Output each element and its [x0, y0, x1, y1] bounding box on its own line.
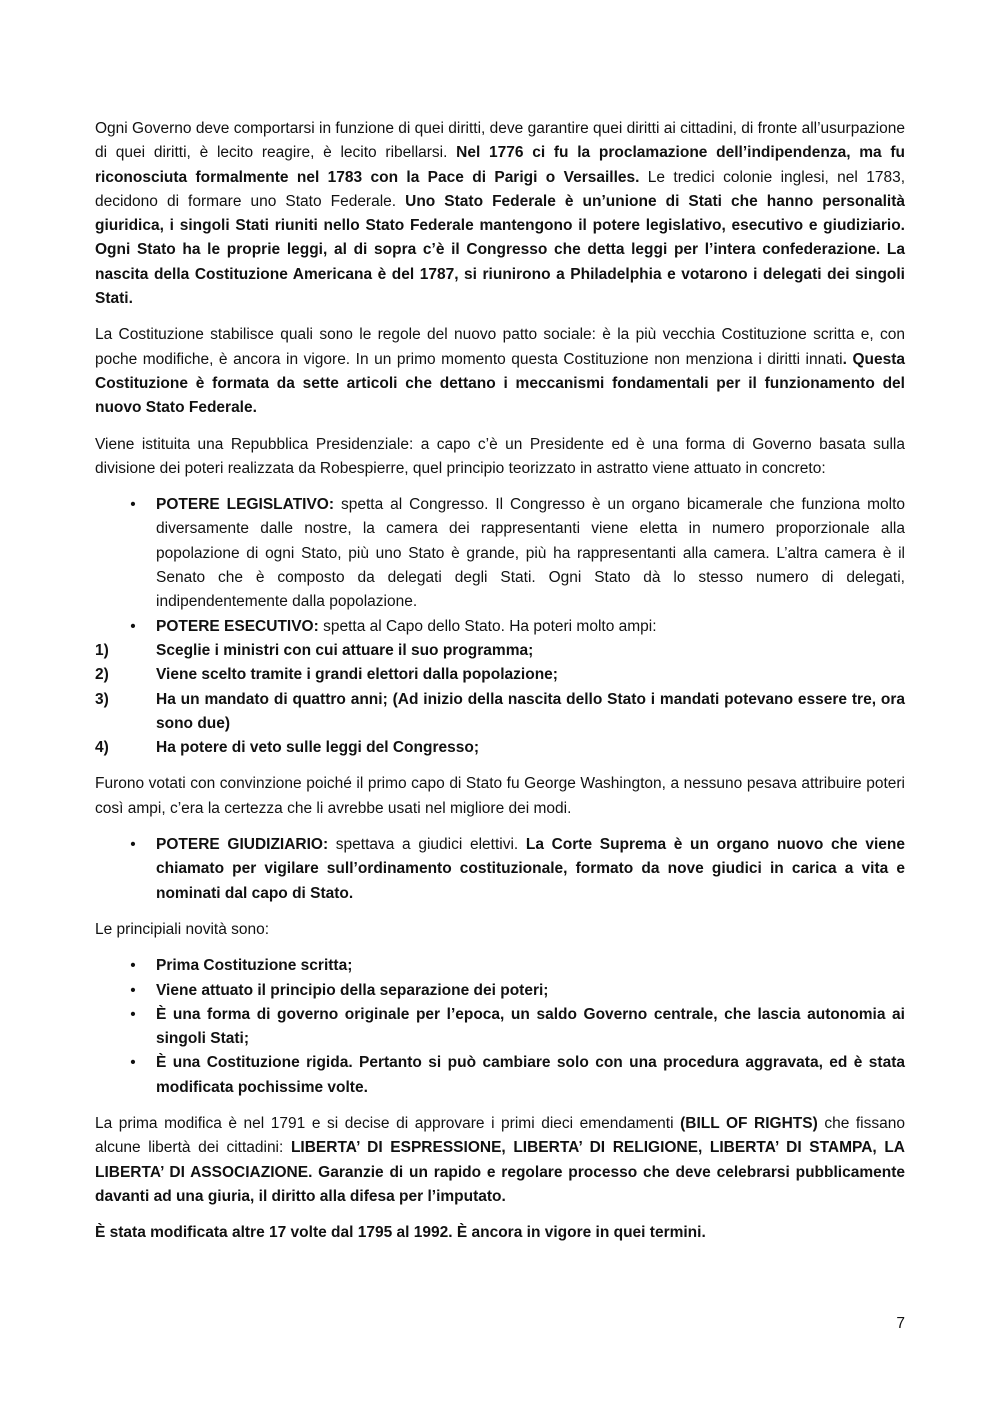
list-item [95, 1003, 905, 1052]
bullet-icon: • [130, 1005, 136, 1023]
numbered-item [95, 639, 905, 663]
bullet-icon: • [130, 836, 136, 854]
novita-list [95, 954, 905, 1100]
item-text: È una forma di governo originale per l’epoca, un saldo Governo centrale, che lascia autonomia ai singoli Stati; [156, 1005, 905, 1048]
item-number: 4) [95, 739, 109, 757]
numbered-item [95, 663, 905, 687]
bold-run: Uno Stato Federale è un’unione di Stati che hanno personalità giuridica, i singoli Stati riuniti nello Stato Federale mantengono il potere legislativo, esecutivo e giudiziario. Ogni Stato ha le proprie leggi, al di sopra c’è il Congresso che detta leggi per l’intera confederazione. La nascita della Costituzione Americana è del 1787, si riunirono a Philadelphia e votarono i delegati dei singoli Stati. [95, 192, 905, 308]
power-text: spetta al Congresso. Il Congresso è un organo bicamerale che funziona molto diversamente dalle nostre, la camera dei rappresentanti viene eletta in numero proporzionale alla popolazione di ogni Stato, più uno Stato è grande, più ha rappresentanti alla camera. L’altra camera è il Senato che è composto da delegati degli Stati. Ogni Stato dà lo stesso numero di delegati, indipendentemente dalla popolazione. [156, 496, 905, 611]
bold-run: La Corte Suprema è un organo nuovo che viene chiamato per vigilare sull’ordinamento costituzionale, formato da nove giudici in carica a vita e nominati dal capo di Stato. [156, 836, 905, 902]
numbered-item [95, 688, 905, 737]
bold-run: Nel 1776 ci fu la proclamazione dell’indipendenza, ma fu riconosciuta formalmente nel 1783 con la Pace di Parigi o Versailles. [95, 144, 905, 186]
item-text: Viene scelto tramite i grandi elettori dalla popolazione; [156, 666, 558, 684]
item-number: 3) [95, 690, 109, 708]
text-run: Ogni Governo deve comportarsi in funzione di quei diritti, deve garantire quei diritti ai cittadini, di fronte all’usurpazione di quei diritti, è lecito reagire, è lecito ribellarsi. [95, 120, 905, 162]
power-label: POTERE GIUDIZIARIO: [156, 836, 329, 854]
page-number: 7 [896, 1315, 905, 1332]
numbered-item [95, 736, 905, 760]
paragraph-modifiche [95, 1221, 905, 1245]
power-text: spetta al Capo dello Stato. Ha poteri molto ampi: [318, 617, 657, 635]
power-text: spettava a giudici elettivi. [328, 836, 526, 854]
item-text: Prima Costituzione scritta; [156, 957, 353, 975]
bullet-icon: • [130, 617, 136, 635]
item-number: 1) [95, 641, 109, 659]
bullet-icon: • [130, 1054, 136, 1072]
paragraph-costituzione [95, 323, 905, 420]
list-item-giudiziario [95, 833, 905, 906]
list-item [95, 954, 905, 978]
page-content [95, 117, 905, 1257]
list-item-legislativo [95, 493, 905, 614]
bold-run: (BILL OF RIGHTS) [680, 1114, 818, 1132]
bullet-icon: • [130, 496, 136, 514]
item-text: Ha un mandato di quattro anni; (Ad inizio della nascita dello Stato i mandati potevano essere tre, ora sono due) [156, 690, 905, 732]
item-text: È una Costituzione rigida. Pertanto si può cambiare solo con una procedura aggravata, ed è stata modificata pochissime volte. [156, 1054, 905, 1096]
bold-run: È stata modificata altre 17 volte dal 1795 al 1992. È ancora in vigore in quei termini. [95, 1224, 706, 1242]
bold-run: . Questa Costituzione è formata da sette articoli che dettano i meccanismi fondamentali per il funzionamento del nuovo Stato Federale. [95, 350, 905, 417]
text-run: che fissano alcune libertà dei cittadini: [95, 1114, 905, 1157]
paragraph-washington: Furono votati con convinzione poiché il primo capo di Stato fu George Washington, a nessuno pesava attribuire poteri così ampi, c’era la certezza che li avrebbe usati nel migliore dei modi. [95, 775, 905, 817]
item-text: Viene attuato il principio della separazione dei poteri; [156, 981, 549, 999]
text-run: Le tredici colonie inglesi, nel 1783, decidono di formare uno Stato Federale. [95, 168, 906, 210]
bullet-icon: • [130, 957, 136, 975]
item-text: Sceglie i ministri con cui attuare il suo programma; [156, 641, 534, 659]
item-text: Ha potere di veto sulle leggi del Congresso; [156, 739, 479, 757]
text-run: La Costituzione stabilisce quali sono le regole del nuovo patto sociale: è la più vecchia Costituzione scritta e, con poche modifiche, è ancora in vigore. In un primo momento questa Costituzione non menziona i diritti innati [95, 326, 905, 368]
text-run: La prima modifica è nel 1791 e si decise di approvare i primi dieci emendamenti [95, 1114, 681, 1132]
bold-run: LIBERTA’ DI ESPRESSIONE, LIBERTA’ DI RELIGIONE, LIBERTA’ DI STAMPA, LA LIBERTA’ DI ASSOCIAZIONE. Garanzie di un rapido e regolare processo che deve celebrarsi pubblicamente davanti ad una giuria, il diritto alla difesa per l’imputato. [95, 1139, 905, 1205]
list-item [95, 979, 905, 1003]
paragraph-repubblica: Viene istituita una Repubblica Presidenziale: a capo c’è un Presidente ed è una forma di Governo basata sulla divisione dei poteri realizzata da Robespierre, quel principio teorizzato in astratto viene attuato in concreto: [95, 435, 905, 477]
giudiziario-list [95, 833, 905, 906]
list-item [95, 1051, 905, 1100]
item-number: 2) [95, 666, 109, 684]
paragraph-governo [95, 117, 905, 311]
bullet-icon: • [130, 981, 136, 999]
paragraph-novita-intro: Le principiali novità sono: [95, 920, 270, 938]
power-label: POTERE ESECUTIVO: [156, 617, 319, 635]
paragraph-bill-of-rights [95, 1112, 905, 1209]
powers-list [95, 493, 905, 760]
list-item-esecutivo [95, 615, 905, 639]
power-label: POTERE LEGISLATIVO: [156, 496, 335, 514]
